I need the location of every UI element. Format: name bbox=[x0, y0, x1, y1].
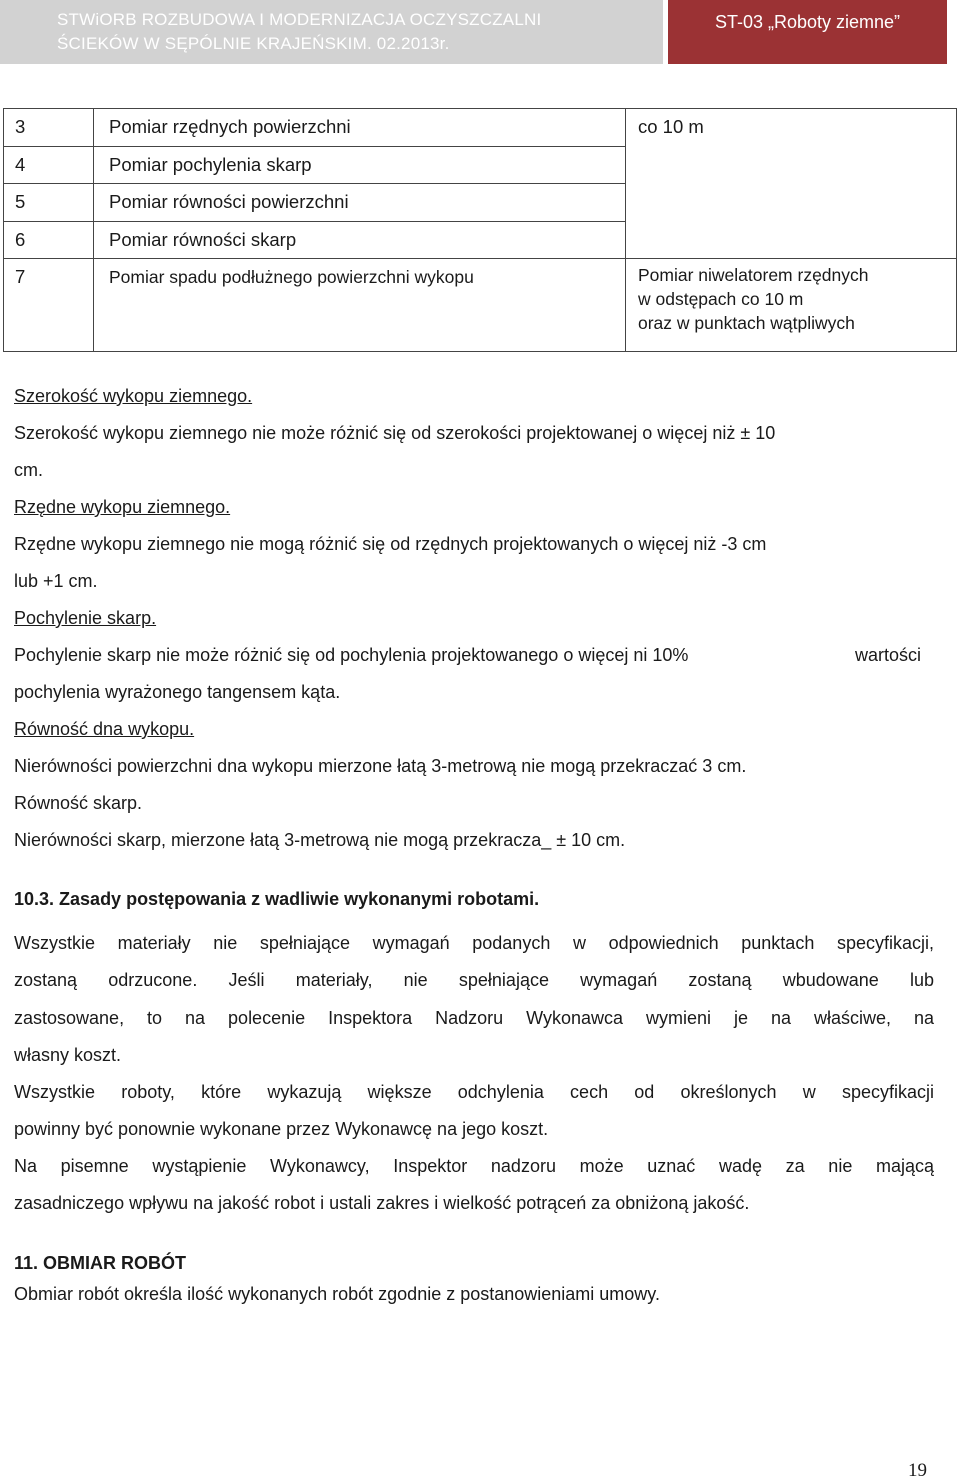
row-number: 4 bbox=[4, 146, 94, 184]
header-project-block bbox=[0, 0, 663, 64]
header-project-line-2: ŚCIEKÓW W SĘPÓLNIE KRAJEŃSKIM. 02.2013r. bbox=[57, 34, 450, 53]
row-method bbox=[626, 259, 957, 352]
paragraph-line: Pochylenie skarp nie może różnić się od pochylenia projektowanego o więcej ni 10% bbox=[14, 645, 689, 665]
row-number: 5 bbox=[4, 184, 94, 222]
paragraph-line: Wszystkie roboty, które wykazują większe odchylenia cech od określonych w specyfikacji bbox=[14, 1082, 934, 1102]
paragraph-line: Na pisemne wystąpienie Wykonawcy, Inspektor nadzoru może uznać wadę za nie mającą bbox=[14, 1156, 934, 1176]
paragraph-line: cm. bbox=[14, 460, 43, 480]
subsection-heading: 10.3. Zasady postępowania z wadliwie wykonanymi robotami. bbox=[14, 889, 540, 909]
section-title: Równość skarp. bbox=[14, 793, 143, 813]
page-header bbox=[0, 0, 960, 64]
paragraph-line: Wszystkie materiały nie spełniające wymagań podanych w odpowiednich punktach specyfikacji, bbox=[14, 933, 934, 953]
paragraph-line: lub +1 cm. bbox=[14, 571, 98, 591]
section-title: Równość dna wykopu. bbox=[14, 719, 195, 739]
section-title: Pochylenie skarp. bbox=[14, 608, 157, 628]
paragraph-line: Szerokość wykopu ziemnego nie może różnić się od szerokości projektowanej o więcej niż ± 10 bbox=[14, 423, 776, 443]
row-number: 6 bbox=[4, 221, 94, 259]
header-spec-code: ST-03 „Roboty ziemne” bbox=[714, 12, 901, 32]
row-number: 7 bbox=[4, 259, 94, 352]
method-line: Pomiar niwelatorem rzędnych bbox=[638, 265, 869, 285]
paragraph-line: Obmiar robót określa ilość wykonanych robót zgodnie z postanowieniami umowy. bbox=[14, 1284, 660, 1304]
section-title: Rzędne wykopu ziemnego. bbox=[14, 497, 231, 517]
row-name: Pomiar równości skarp bbox=[94, 221, 626, 259]
row-name: Pomiar spadu podłużnego powierzchni wykopu bbox=[94, 259, 626, 352]
paragraph-line: zostaną odrzucone. Jeśli materiały, nie spełniające wymagań zostaną wbudowane lub bbox=[14, 970, 934, 990]
paragraph-line: Rzędne wykopu ziemnego nie mogą różnić się od rzędnych projektowanych o więcej niż -3 cm bbox=[14, 534, 767, 554]
paragraph-line: zastosowane, to na polecenie Inspektora Nadzoru Wykonawca wymieni je na właściwe, na bbox=[14, 1008, 934, 1028]
paragraph-line: Nierówności skarp, mierzone łatą 3-metrową nie mogą przekracza_ ± 10 cm. bbox=[14, 830, 626, 850]
measurement-table bbox=[3, 108, 957, 352]
paragraph-line: zasadniczego wpływu na jakość robot i ustali zakres i wielkość potrąceń za obniżoną jakość. bbox=[14, 1193, 750, 1213]
header-project-line-1: STWiORB ROZBUDOWA I MODERNIZACJA OCZYSZCZALNI bbox=[57, 10, 542, 29]
paragraph-line: powinny być ponownie wykonane przez Wykonawcę na jego koszt. bbox=[14, 1119, 549, 1139]
paragraph-line: Nierówności powierzchni dna wykopu mierzone łatą 3-metrową nie mogą przekraczać 3 cm. bbox=[14, 756, 747, 776]
paragraph-line: pochylenia wyrażonego tangensem kąta. bbox=[14, 682, 341, 702]
row-name: Pomiar równości powierzchni bbox=[94, 184, 626, 222]
method-line: w odstępach co 10 m bbox=[638, 289, 804, 309]
row-name: Pomiar pochylenia skarp bbox=[94, 146, 626, 184]
row-number: 3 bbox=[4, 109, 94, 147]
row-name: Pomiar rzędnych powierzchni bbox=[94, 109, 626, 147]
header-spec-code-block bbox=[668, 0, 947, 64]
paragraph-line-end: wartości bbox=[855, 645, 922, 665]
paragraph-line: własny koszt. bbox=[14, 1045, 122, 1065]
method-line: oraz w punktach wątpliwych bbox=[638, 313, 855, 333]
section-heading: 11. OBMIAR ROBÓT bbox=[14, 1253, 187, 1273]
page-number: 19 bbox=[908, 1460, 927, 1481]
row-method: co 10 m bbox=[626, 109, 957, 259]
table-row bbox=[4, 109, 957, 147]
table-row bbox=[4, 259, 957, 352]
section-title: Szerokość wykopu ziemnego. bbox=[14, 386, 253, 406]
